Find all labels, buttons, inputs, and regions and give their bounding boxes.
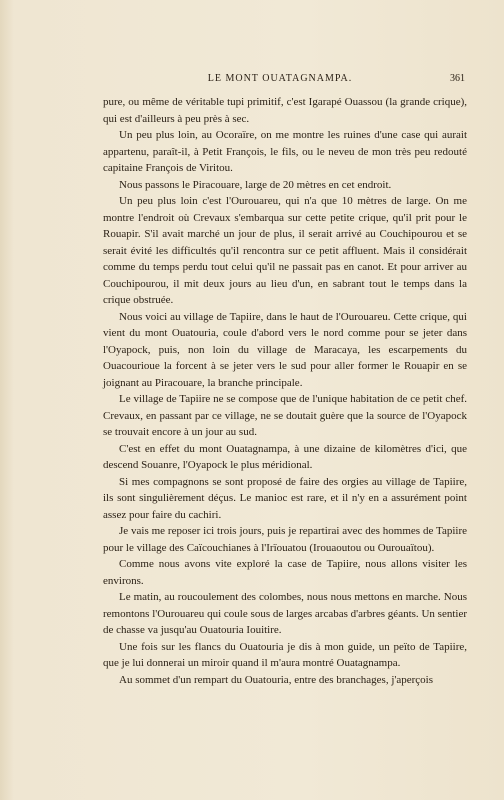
paragraph: Au sommet d'un rempart du Ouatouria, entre des branchages, j'aperçois [119, 673, 433, 686]
paragraph: Un peu plus loin, au Ocoraïre, on me montre les ruines d'une case qui aurait appartenu, paraît-il, à Petit François, le fils, ou le neveu de mon très peu redouté capitaine François de Viritou. [103, 129, 467, 174]
paragraph: Si mes compagnons se sont proposé de faire des orgies au village de Tapiire, ils sont singulièrement déçus. Le manioc est rare, et il n'y en a assurément point assez pour faire du cachiri. [103, 475, 467, 521]
paragraph: pure, ou même de véritable tupi primitif, c'est Igarapé Ouassou (la grande crique), qui est d'ailleurs à peu près à sec. [103, 96, 467, 125]
paragraph: Le village de Tapiire ne se compose que de l'unique habitation de ce petit chef. Crevaux, en passant par ce village, ne se doutait guère que la source de l'Oyapock se trouvait encore à un jour au sud. [103, 393, 467, 438]
page-number: 361 [450, 73, 465, 84]
body-text [103, 94, 467, 688]
page-header [95, 73, 465, 89]
paragraph: Comme nous avons vite exploré la case de Tapiire, nous allons visiter les environs. [103, 558, 467, 587]
paragraph: Je vais me reposer ici trois jours, puis je repartirai avec des hommes de Tapiire pour le village des Caïcouchianes à l'Irïouatou (Irouaoutou ou Ourouaïtou). [103, 525, 467, 554]
paragraph: C'est en effet du mont Ouatagnampa, à une dizaine de kilomètres d'ici, que descend Souanre, l'Oyapock le plus méridional. [103, 442, 467, 471]
paragraph: Nous voici au village de Tapiire, dans le haut de l'Ourouareu. Cette crique, qui vient du mont Ouatouria, coule d'abord vers le nord comme pour se jeter dans l'Oyapock, puis, non loin du village de Maracaya, les escarpements du Ouacourioue la forcent à se jeter vers le sud pour aller former le Rouapir en se joignant au Piracouare, la branche principale. [103, 310, 467, 389]
paragraph: Nous passons le Piracouare, large de 20 mètres en cet endroit. [119, 178, 392, 191]
running-title: LE MONT OUATAGNAMPA. [207, 73, 353, 84]
paragraph: Un peu plus loin c'est l'Ourouareu, qui n'a que 10 mètres de large. On me montre l'endroit où Crevaux s'embarqua sur cette petite crique, qu'il prit pour le Rouapir. S'il avait marché un jour de plus, il serait arrivé au Couchipourou et se serait évité les difficultés qu'il rencontra sur ce petit affluent. Mais il considérait comme du temps perdu tout celui qu'il ne passait pas en canot. Et pour arriver au Couchipourou, il mit deux jours au lieu d'un, en sabrant tout le temps dans la crique obstruée. [103, 195, 467, 306]
paragraph: Une fois sur les flancs du Ouatouria je dis à mon guide, un peïto de Tapiire, que je lui donnerai un miroir quand il m'aura montré Ouatagnampa. [103, 640, 467, 669]
paragraph: Le matin, au roucoulement des colombes, nous nous mettons en marche. Nous remontons l'Ourouareu qui coule sous de larges arcabas d'arbres géants. Un sentier de chasse va jusqu'au Ouatouria Iouitire. [103, 591, 467, 636]
